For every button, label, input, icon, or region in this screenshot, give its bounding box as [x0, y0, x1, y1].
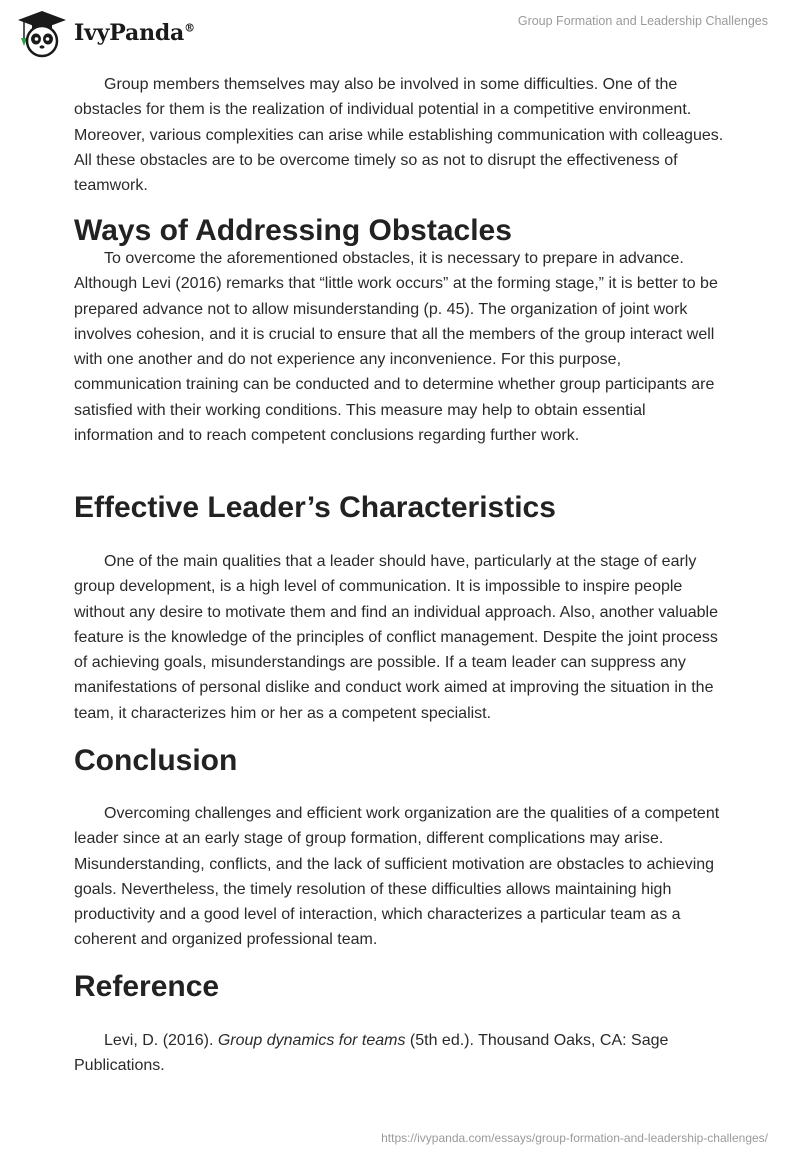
reference-publisher: (5th ed.). Thousand Oaks, CA: Sage Publications. [74, 1032, 669, 1075]
reference-section [74, 969, 724, 1005]
leader-body [74, 549, 724, 726]
conclusion-section [74, 743, 724, 779]
conclusion-body [74, 801, 724, 953]
ways-section [74, 213, 724, 249]
intro-paragraph: Group members themselves may also be involved in some difficulties. One of the obstacles for them is the realization of individual potential in a competitive environment. Moreover, various complexities can arise while establishing communication with colleagues. All these obstacles are to be overcome timely so as not to disrupt the effectiveness of teamwork. [74, 76, 724, 195]
ways-paragraph: To overcome the aforementioned obstacles, it is necessary to prepare in advance. Although Levi (2016) remarks that “little work occurs” at the forming stage,” it is better to be prepared advance not to allow misunderstanding (p. 45). The organization of joint work involves cohesion, and it is crucial to ensure that all the members of the group interact well with one another and do not experience any inconvenience. For this purpose, communication training can be conducted and to determine whether group participants are satisfied with their working conditions. This measure may help to obtain essential information and to reach competent conclusions regarding further work. [74, 250, 718, 445]
header-title: Group Formation and Leadership Challenges [517, 14, 768, 28]
panda-graduate-icon [14, 8, 70, 58]
conclusion-paragraph: Overcoming challenges and efficient work organization are the qualities of a competent leader since at an early stage of group formation, different complications may arise. Misunderstanding, conflicts, and the lack of sufficient motivation are obstacles to achieving goals. Nevertheless, the timely resolution of these difficulties allows maintaining high productivity and a good level of interaction, which characterizes a particular team as a coherent and organized professional team. [74, 805, 720, 949]
leader-paragraph: One of the main qualities that a leader should have, particularly at the stage of early group development, is a high level of communication. It is impossible to inspire people without any desire to motivate them and find an individual approach. Also, another valuable feature is the knowledge of the principles of conflict management. Despite the joint process of achieving goals, misunderstandings are possible. If a team leader can suppress any manifestations of personal dislike and conduct work aimed at improving the situation in the team, it characterizes him or her as a competent specialist. [74, 553, 718, 722]
intro-section [74, 72, 724, 198]
reference-author: Levi, D. (2016). [104, 1032, 218, 1049]
section-heading-ways: Ways of Addressing Obstacles [74, 214, 512, 247]
section-heading-reference: Reference [74, 970, 220, 1003]
logo-text: IvyPanda® [74, 20, 195, 46]
section-heading-leader: Effective Leader’s Characteristics [74, 491, 556, 524]
ivypanda-logo[interactable] [14, 8, 195, 58]
ways-body [74, 246, 724, 448]
reference-body [74, 1028, 724, 1079]
footer-url[interactable]: https://ivypanda.com/essays/group-formation-and-leadership-challenges/ [381, 1131, 768, 1145]
leader-section [74, 490, 724, 526]
reference-entry [74, 1028, 724, 1079]
page-header [0, 0, 800, 70]
section-heading-conclusion: Conclusion [74, 744, 238, 777]
reference-book-title: Group dynamics for teams [217, 1032, 406, 1049]
